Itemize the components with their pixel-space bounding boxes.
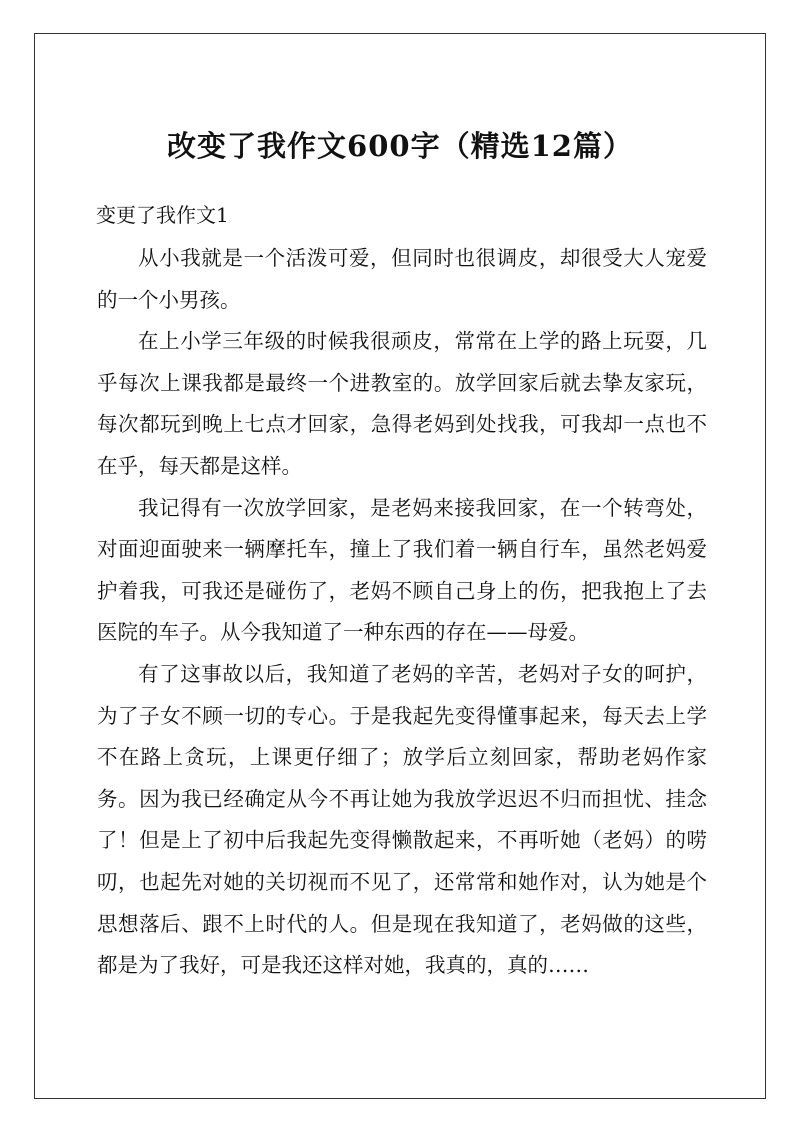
paragraph-4: 有了这事故以后，我知道了老妈的辛苦，老妈对子女的呵护，为了子女不顾一切的专心。于是我起先变得懂事起来，每天去上学不在路上贪玩，上课更仔细了；放学后立刻回家，帮助老妈作家务。因为我已经确定从今不再让她为我放学迟迟不归而担忧、挂念了！但是上了初中后我起先变得懒散起来，不再听她（老妈）的唠叨，也起先对她的关切视而不见了，还常常和她作对，认为她是个思想落后、跟不上时代的人。但是现在我知道了，老妈做的这些，都是为了我好，可是我还这样对她，我真的，真的…… (97, 661, 707, 978)
paragraph-1: 从小我就是一个活泼可爱，但同时也很调皮，却很受大人宠爱的一个小男孩。 (97, 246, 707, 312)
paragraph-2: 在上小学三年级的时候我很顽皮，常常在上学的路上玩耍，几乎每次上课我都是最终一个进教室的。放学回家后就去挚友家玩，每次都玩到晚上七点才回家，急得老妈到处找我，可我却一点也不在乎，每天都是这样。 (97, 329, 707, 478)
paragraph-3: 我记得有一次放学回家，是老妈来接我回家，在一个转弯处，对面迎面驶来一辆摩托车，撞上了我们着一辆自行车，虽然老妈爱护着我，可我还是碰伤了，老妈不顾自己身上的伤，把我抱上了去医院的车子。从今我知道了一种东西的存在——母爱。 (97, 495, 707, 645)
article-body (97, 238, 707, 987)
document-title: 改变了我作文600字（精选12篇） (167, 129, 633, 163)
section-heading: 变更了我作文1 (96, 203, 229, 227)
